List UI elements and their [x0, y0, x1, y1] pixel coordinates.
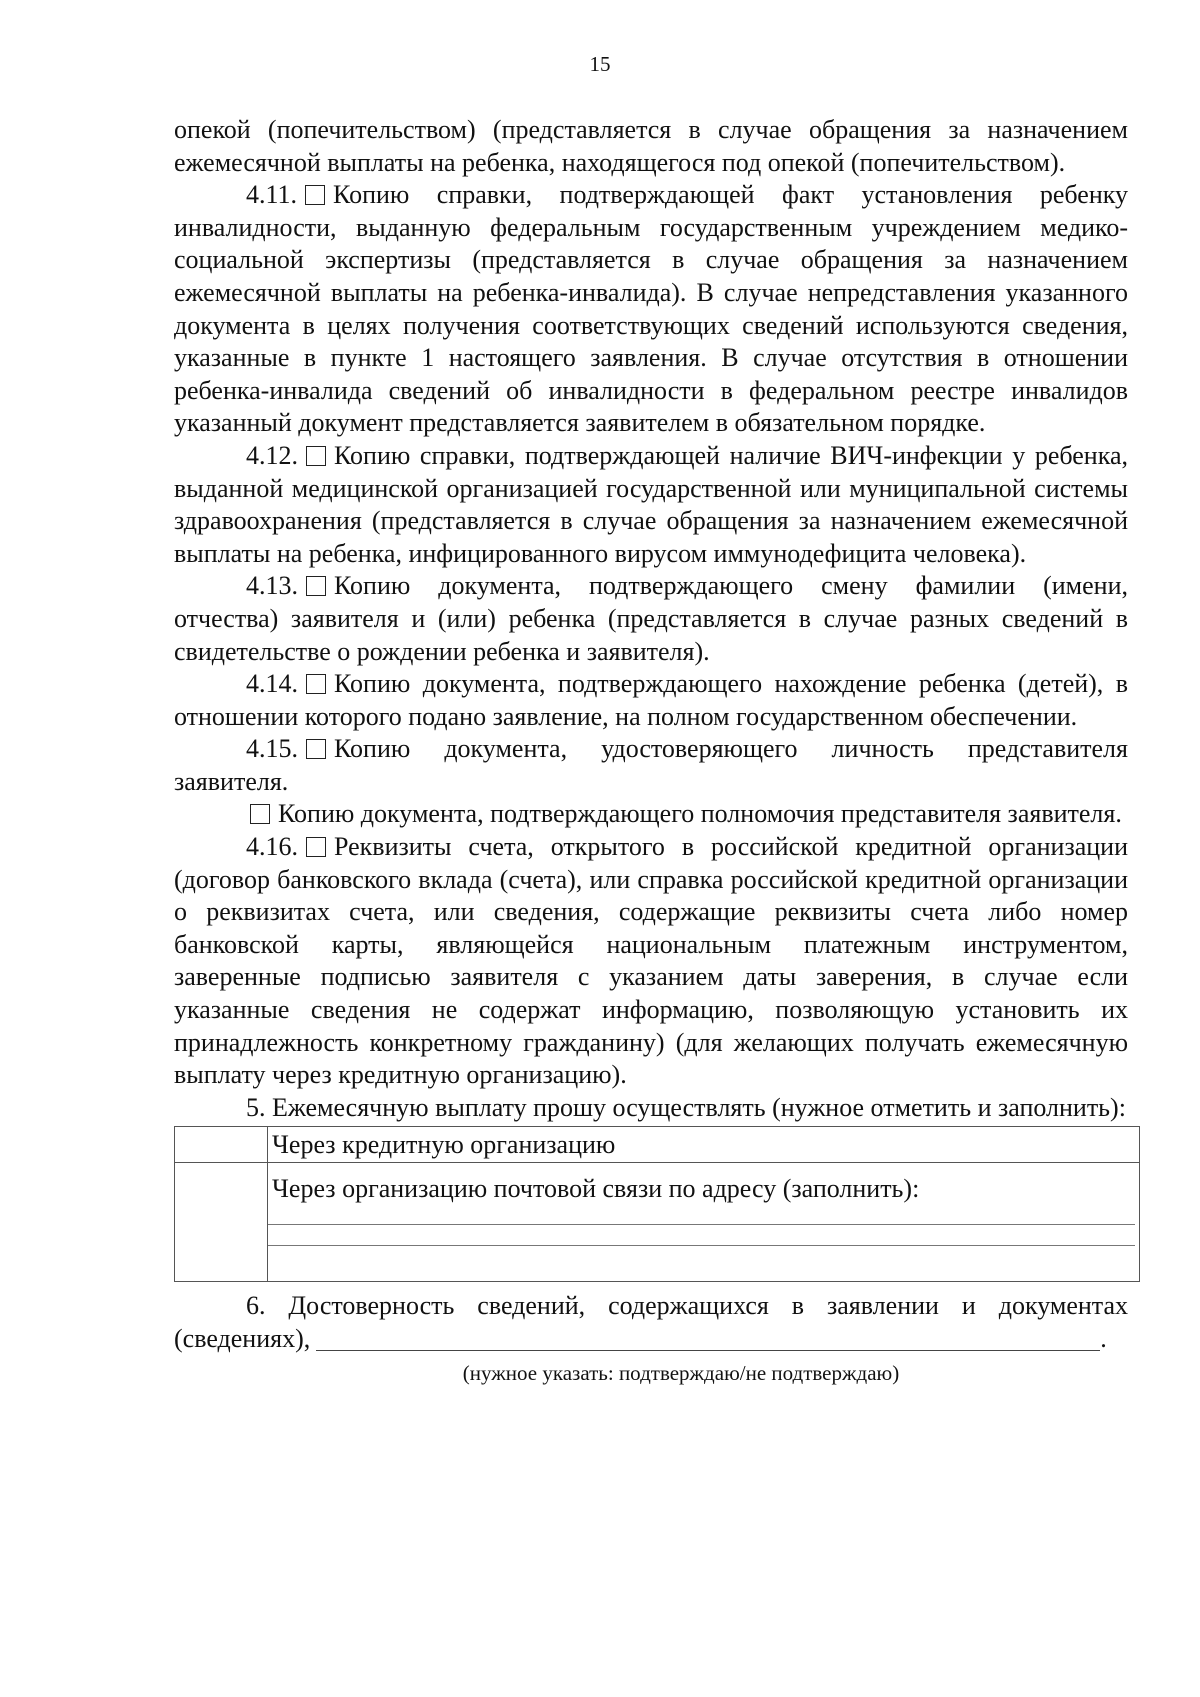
payment-option-row: [175, 1127, 1140, 1163]
item-text: Копию документа, подтверждающего полномочия представителя заявителя.: [278, 799, 1122, 829]
item-4-11: [174, 179, 1128, 440]
checkbox-4-12[interactable]: [306, 446, 326, 466]
section-6-paragraph: 6. Достоверность сведений, содержащихся в заявлении и документах (сведениях), .: [174, 1291, 1128, 1353]
item-4-15-authority: [174, 798, 1128, 831]
item-4-14: [174, 668, 1128, 733]
checkbox-4-15-authority[interactable]: [250, 804, 270, 824]
checkbox-4-13[interactable]: [306, 576, 326, 596]
item-text: Реквизиты счета, открытого в российской кредитной организации (договор банковского вклада (счета), или справка российской кредитной организации о реквизитах счета, или сведения, содержащие реквизиты счета либо номер банковской карты, являющейся национальным платежным инструментом, заверенные подписью заявителя с указанием даты заверения, в случае если указанные сведения не содержат информацию, позволяющую установить их принадлежность конкретному гражданину) (для желающих получать ежемесячную выплату через кредитную организацию).: [174, 832, 1128, 1090]
section-6-text: 6. Достоверность сведений, содержащихся в заявлении и документах (сведениях),: [174, 1291, 1128, 1353]
payment-option-post: [268, 1163, 1140, 1282]
checkbox-4-16[interactable]: [306, 837, 326, 857]
item-number: 4.14.: [246, 669, 298, 699]
attestation-blank-line[interactable]: [316, 1326, 1100, 1351]
checkbox-4-11[interactable]: [305, 185, 325, 205]
payment-option-bank: Через кредитную организацию: [268, 1127, 1140, 1163]
item-number: 4.12.: [246, 440, 298, 470]
intro-paragraph: опекой (попечительством) (представляется в случае обращения за назначением ежемесячной выплаты на ребенка, находящегося под опекой (попечительством).: [174, 115, 1128, 177]
page-number: 15: [589, 52, 611, 76]
item-text: Копию справки, подтверждающей наличие ВИЧ-инфекции у ребенка, выданной медицинской организацией государственной или муниципальной системы здравоохранения (представляется в случае обращения за назначением ежемесячной выплаты на ребенка, инфицированного вирусом иммунодефицита человека).: [174, 440, 1128, 568]
address-fill-line-1[interactable]: [268, 1224, 1135, 1225]
checkbox-4-14[interactable]: [306, 674, 326, 694]
payment-method-table: [174, 1126, 1140, 1282]
address-fill-line-2[interactable]: [268, 1245, 1135, 1246]
item-number: 4.11.: [246, 180, 298, 210]
payment-mark-cell-bank[interactable]: [175, 1127, 268, 1163]
document-body: [174, 114, 1128, 1390]
item-4-13: [174, 570, 1128, 668]
item-number: 4.16.: [246, 832, 298, 862]
item-text: Копию документа, подтверждающего нахождение ребенка (детей), в отношении которого подано заявление, на полном государственном обеспечении.: [174, 669, 1128, 731]
payment-option-post-label: Через организацию почтовой связи по адресу (заполнить):: [272, 1174, 920, 1203]
item-number: 4.15.: [246, 734, 298, 764]
item-4-16: [174, 831, 1128, 1092]
item-number: 4.13.: [246, 571, 298, 601]
section-5-text: 5. Ежемесячную выплату прошу осуществлять (нужное отметить и заполнить):: [246, 1092, 1126, 1122]
item-text: Копию справки, подтверждающей факт установления ребенку инвалидности, выданную федеральным государственным учреждением медико-социальной экспертизы (представляется в случае обращения за назначением ежемесячной выплаты на ребенка-инвалида). В случае непредставления указанного документа в целях получения соответствующих сведений используются сведения, указанные в пункте 1 настоящего заявления. В случае отсутствия в отношении ребенка-инвалида сведений об инвалидности в федеральном реестре инвалидов указанный документ представляется заявителем в обязательном порядке.: [174, 180, 1128, 438]
payment-mark-cell-post[interactable]: [175, 1163, 268, 1282]
item-4-15: [174, 733, 1128, 798]
item-text: Копию документа, удостоверяющего личность представителя заявителя.: [174, 734, 1128, 796]
item-text: Копию документа, подтверждающего смену фамилии (имени, отчества) заявителя и (или) ребенка (представляется в случае разных сведений в свидетельстве о рождении ребенка и заявителя).: [174, 571, 1128, 666]
payment-option-row: [175, 1163, 1140, 1282]
checkbox-4-15[interactable]: [306, 739, 326, 759]
attestation-caption: (нужное указать: подтверждаю/не подтверждаю): [462, 1361, 900, 1386]
item-4-12: [174, 440, 1128, 570]
